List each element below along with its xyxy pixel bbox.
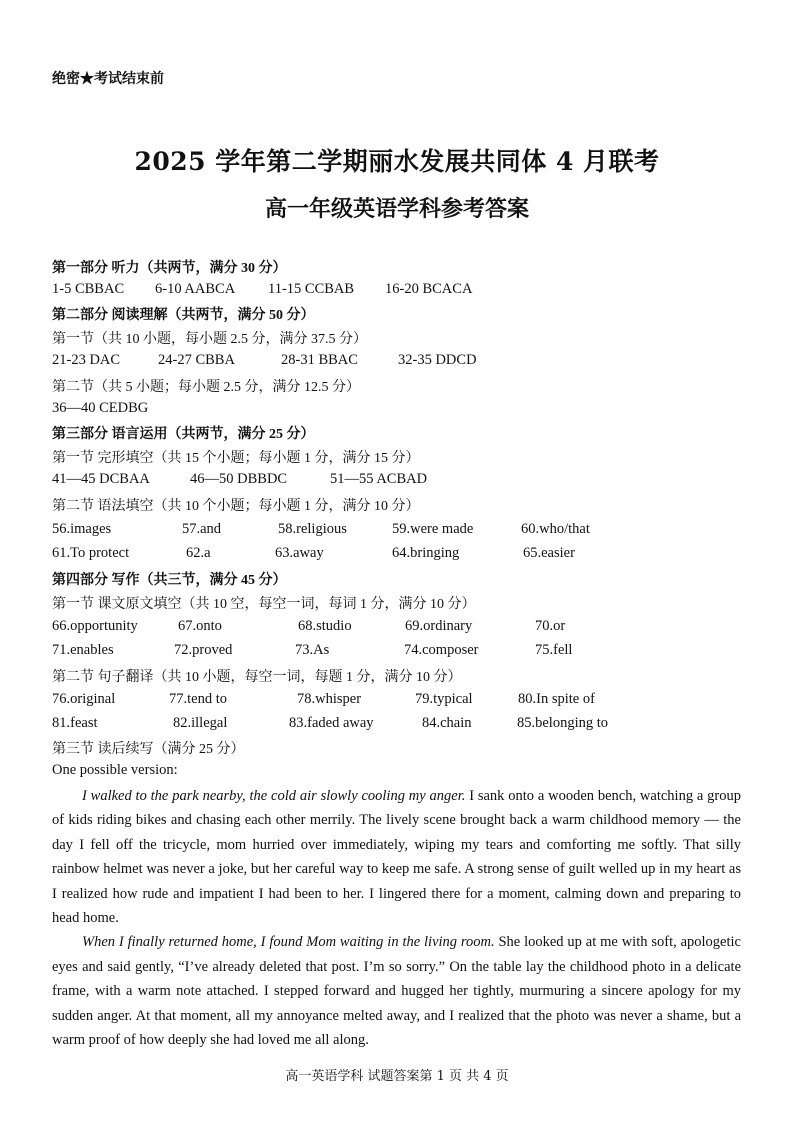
sample-essay (52, 784, 741, 1052)
part3-section1: 第一节 完形填空（共 15 个小题；每小题 1 分，满分 15 分） (52, 451, 420, 466)
essay-body: She looked up at me with soft, apologetic eyes and said gently, “I’ve already deleted that post. I’m so sorry.” On the table lay the childhood photo in a delicate frame, with a warm note attached. I stepped forward and hugged her tightly, murmuring a sincere apology for my sudden anger. At that moment, all my annoyance melted away, and I realized that the photo was never a shame, but a warm proof of how deeply she had loved me all along. (52, 934, 741, 1049)
part2-section1: 第一节（共 10 小题，每小题 2.5 分，满分 37.5 分） (52, 332, 367, 347)
answer-item: 61.To protect (52, 545, 130, 561)
version-label: One possible version: (52, 762, 178, 778)
answer-item: 77.tend to (169, 691, 227, 707)
part4-section1: 第一节 课文原文填空（共 10 空，每空一词，每词 1 分，满分 10 分） (52, 597, 476, 612)
answer-item: 60.who/that (521, 521, 590, 537)
answer-item: 56.images (52, 521, 112, 537)
answer-item: 76.original (52, 691, 116, 707)
answer-item: 79.typical (415, 691, 473, 707)
answer-group: 41—45 DCBAA (52, 471, 150, 487)
answer-group: 36—40 CEDBG (52, 400, 149, 416)
part4-section3: 第三节 读后续写（满分 25 分） (52, 742, 245, 757)
answer-item: 67.onto (178, 618, 222, 634)
answer-item: 78.whisper (297, 691, 362, 707)
page-title: 2025 学年第二学期丽水发展共同体 4 月联考 (134, 147, 660, 176)
answer-item: 58.religious (278, 521, 347, 537)
answer-group: 11-15 CCBAB (268, 281, 355, 297)
part2-section2: 第二节（共 5 小题；每小题 2.5 分，满分 12.5 分） (52, 380, 360, 395)
part3-heading: 第三部分 语言运用（共两节，满分 25 分） (52, 427, 315, 442)
answer-group: 51—55 ACBAD (330, 471, 428, 487)
answer-item: 59.were made (392, 521, 474, 537)
confidential-label: 绝密★考试结束前 (52, 71, 164, 87)
part4-heading: 第四部分 写作（共三节，满分 45 分） (52, 573, 287, 588)
answer-item: 66.opportunity (52, 618, 138, 634)
answer-item: 71.enables (52, 642, 114, 658)
answer-item: 85.belonging to (517, 715, 609, 731)
part3-section2: 第二节 语法填空（共 10 个小题；每小题 1 分，满分 10 分） (52, 499, 420, 514)
answer-group: 6-10 AABCA (155, 281, 236, 297)
page-subtitle: 高一年级英语学科参考答案 (264, 196, 529, 222)
answer-group: 28-31 BBAC (281, 352, 358, 368)
answer-group: 24-27 CBBA (158, 352, 235, 368)
essay-lead-sentence: When I finally returned home, I found Mom waiting in the living room. (82, 934, 495, 951)
answer-item: 73.As (295, 642, 330, 658)
answer-item: 84.chain (422, 715, 472, 731)
answer-item: 80.In spite of (518, 691, 595, 707)
essay-paragraph-2 (52, 930, 741, 1052)
answer-group: 16-20 BCACA (385, 281, 473, 297)
part2-heading: 第二部分 阅读理解（共两节，满分 50 分） (52, 308, 315, 323)
answer-item: 57.and (182, 521, 222, 537)
part1-heading: 第一部分 听力（共两节，满分 30 分） (52, 261, 287, 276)
part4-section2: 第二节 句子翻译（共 10 小题，每空一词，每题 1 分，满分 10 分） (52, 670, 462, 685)
essay-lead-sentence: I walked to the park nearby, the cold air slowly cooling my anger. (82, 788, 466, 804)
essay-paragraph-1 (52, 784, 741, 930)
answer-group: 21-23 DAC (52, 352, 121, 368)
answer-item: 83.faded away (289, 715, 374, 731)
answer-item: 75.fell (535, 642, 573, 658)
answer-group: 32-35 DDCD (398, 352, 477, 368)
answer-item: 72.proved (174, 642, 233, 658)
answer-item: 82.illegal (173, 715, 228, 731)
answer-item: 74.composer (404, 642, 479, 658)
answer-item: 65.easier (523, 545, 575, 561)
answer-group: 46—50 DBBDC (190, 471, 288, 487)
answer-item: 81.feast (52, 715, 98, 731)
answer-item: 62.a (186, 545, 211, 561)
answer-item: 70.or (535, 618, 566, 634)
answer-item: 69.ordinary (405, 618, 473, 634)
answer-item: 63.away (275, 545, 324, 561)
page-footer: 高一英语学科 试题答案第 1 页 共 4 页 (285, 1069, 509, 1084)
answer-item: 68.studio (298, 618, 352, 634)
answer-item: 64.bringing (392, 545, 460, 561)
essay-body: I sank onto a wooden bench, watching a group of kids riding bikes and chasing each other merrily. The lively scene brought back a warm childhood memory — the day I fell off the tricycle, mom hurried over immediately, wiping my tears and comforting me softly. That silly rainbow helmet was never a joke, but her careful way to keep me safe. A strong sense of guilt welled up in my heart as I realized how rude and impatient I had been to her. I lingered there for a moment, calming down and preparing to head home. (52, 788, 741, 927)
answer-group: 1-5 CBBAC (52, 281, 125, 297)
